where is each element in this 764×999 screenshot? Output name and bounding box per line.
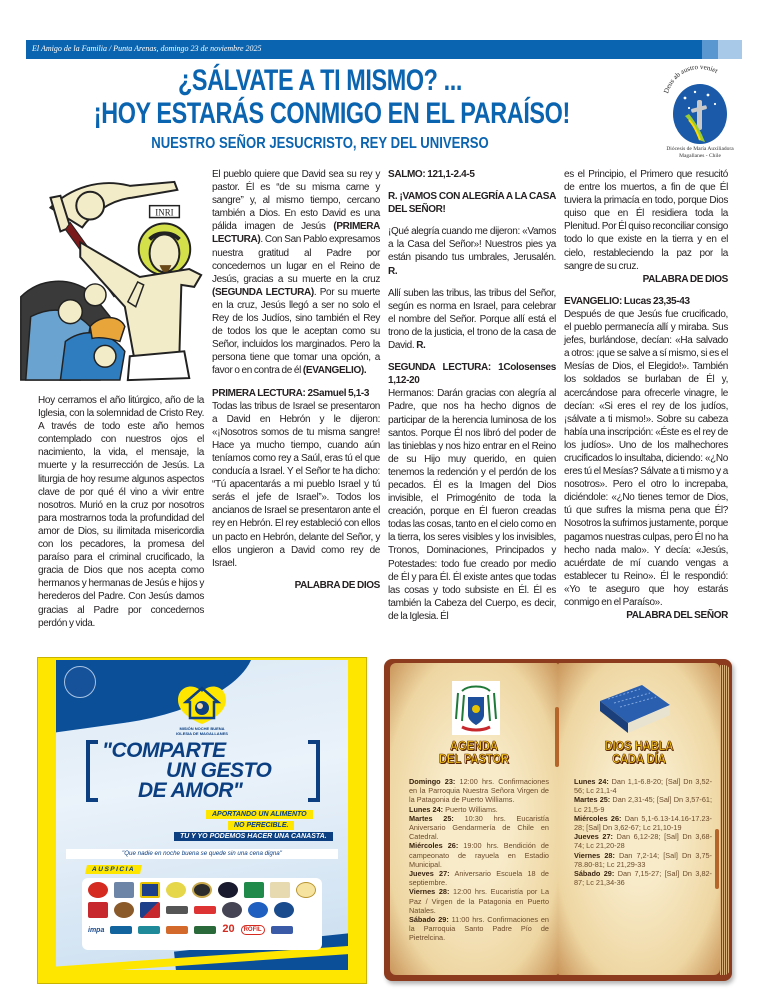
- reading-day: Miércoles 26:: [574, 813, 622, 823]
- psalm-response: R. ¡VAMOS CON ALEGRÍA A LA CASA DEL SEÑOR!: [388, 191, 556, 216]
- bishop-coat-of-arms-icon: [452, 681, 500, 735]
- agenda-book-panel: [384, 659, 744, 989]
- reading-2-closing: PALABRA DE DIOS: [642, 273, 728, 285]
- reading-day: Sábado 29:: [574, 869, 615, 879]
- sponsor-logo: [296, 882, 316, 898]
- ref-primera-lectura: (PRIMERA LECTURA): [212, 221, 380, 246]
- sponsor-logo: [218, 882, 238, 898]
- reading-refs: Dan 6,12-28; [Sal] Dn 3,68-74; Lc 21,20-28: [574, 832, 713, 851]
- reading-day: Lunes 24:: [574, 777, 609, 786]
- sponsors-label: AUSPICIA: [85, 865, 142, 874]
- right-bracket: [308, 740, 320, 802]
- ad-headline-2: UN GESTO: [166, 759, 272, 782]
- agenda-item: [409, 805, 549, 814]
- agenda-day: Jueves 27:: [409, 869, 450, 879]
- sponsor-logo: [88, 882, 108, 898]
- diocese-emblem-icon: [645, 62, 755, 146]
- agenda-text: 12:00 hrs. Confirmaciones en la Parroquia Nuestra Señora Virgen de la Patagonia de Puerto Williams.: [409, 777, 550, 805]
- diocese-emblem-small-icon: [64, 666, 96, 698]
- sponsor-logo: [138, 926, 160, 934]
- reading-1-closing: PALABRA DE DIOS: [294, 579, 380, 591]
- inri-label: INRI: [155, 207, 174, 218]
- book-page-edges: [720, 665, 730, 975]
- ref-segunda-lectura: (SEGUNDA LECTURA): [212, 286, 314, 298]
- daily-readings-list: [574, 777, 712, 887]
- sponsor-logo: [166, 906, 188, 914]
- psalm-verse-1: [388, 225, 556, 277]
- agenda-item: [409, 841, 549, 869]
- commentary-paragraph: [212, 168, 380, 378]
- agenda-item: [409, 814, 549, 842]
- ad-headline-3: DE AMOR": [138, 779, 243, 802]
- column-3: [388, 168, 556, 623]
- response-mark: R.: [416, 340, 426, 352]
- reading-1-text: Todas las tribus de Israel se presentaron a David en Hebrón y le dijeron: «¡Nosotros somos de tu misma sangre! Hace ya mucho tiempo, cuando aún teníamos como rey a Saúl, eras tú el que conducía a Israel. Y el Señor te ha dicho: “Tú apacentarás a mi pueblo Israel y tú serás el jefe de Israel”». Todos los ancianos de Israel se presentaron ante el rey en Hebrón. El rey estableció con ellos un pacto en Hebrón, delante del Señor, y ellos ungieron a David como rey de Israel.: [212, 400, 380, 569]
- headline-line-2: ¡HOY ESTARÁS CONMIGO EN EL PARAÍSO!: [93, 97, 570, 130]
- agenda-item: [409, 887, 549, 915]
- commentary-text-c: . Por su muerte en la cruz, Jesús llegó a ser no solo el Rey de los Judíos, sino también el Rey de todos los que le aceptan como su Señor, incluidos los marginados. Pero la persona tiene que tomar una opción, a favor o en contra de él: [212, 286, 380, 377]
- sponsor-logo: [222, 902, 242, 918]
- ad-tag-2: NO PERECIBLE.: [228, 821, 294, 830]
- reading-day: Jueves 27:: [574, 832, 613, 842]
- agenda-text: Puerto Williams.: [443, 804, 498, 814]
- psalm-verse-2-text: Allí suben las tribus, las tribus del Señor, según es norma en Israel, para celebrar el nombre del Señor. Porque allí está el trono de la justicia, el trono de la casa de David.: [388, 287, 556, 352]
- reading-item: [574, 869, 712, 887]
- agenda-day: Viernes 28:: [409, 887, 450, 897]
- reading-item: [574, 814, 712, 832]
- ad-headline-1: "COMPARTE: [102, 739, 226, 762]
- diocese-motto: Deus ab austro veniet: [662, 62, 720, 95]
- masthead-text: El Amigo de la Familia / Punta Arenas, domingo 23 de noviembre 2025: [32, 44, 262, 53]
- agenda-item: [409, 777, 549, 805]
- headline-line-1: ¿SÁLVATE A TI MISMO? ...: [178, 64, 462, 97]
- ad-tag-1: APORTANDO UN ALIMENTO: [206, 810, 313, 819]
- diocese-caption-2: Magallanes - Chile: [679, 153, 721, 159]
- mission-org: IGLESIA DE MAGALLANES: [176, 731, 228, 736]
- reading-refs: Dan 1,1-6.8-20; [Sal] Dn 3,52-56; Lc 21,1-4: [574, 777, 713, 796]
- ad-tag-3: TU Y YO PODEMOS HACER UNA CANASTA.: [174, 832, 333, 841]
- left-bracket: [86, 740, 98, 802]
- sponsor-logo: [270, 882, 290, 898]
- agenda-item: [409, 915, 549, 943]
- dios-habla-title: [580, 739, 699, 765]
- reading-day: Viernes 28:: [574, 850, 615, 860]
- reading-refs: Dan 7,2-14; [Sal] Dn 3,75-78.80-81; Lc 21,29-33: [574, 850, 712, 869]
- headline-subtitle: NUESTRO SEÑOR JESUCRISTO, REY DEL UNIVERSO: [151, 135, 489, 152]
- crucifixion-illustration: [10, 168, 205, 386]
- sponsor-logo: [114, 882, 134, 898]
- agenda-title-line-2: DEL PASTOR: [438, 751, 509, 766]
- reading-refs: Dan 2,31-45; [Sal] Dn 3,57-61; Lc 21,5-9: [574, 795, 712, 814]
- sponsor-impa: impa: [88, 927, 105, 934]
- sponsor-logo: [194, 926, 216, 934]
- mission-name: MISIÓN NOCHE BUENA: [179, 726, 225, 731]
- commentary-text-a: El pueblo quiere que David sea su rey y pastor. Él es “de su misma carne y sangre” y, al mismo tiempo, cercano también a Dios. En esto David es una pálida imagen de Jesús: [212, 169, 380, 233]
- agenda-text: 10:30 hrs. Eucaristía Aniversario Gendarmería de Chile en Catedral.: [409, 813, 549, 842]
- masthead-bar: [26, 40, 702, 59]
- reading-2-text: Hermanos: Darán gracias con alegría al Padre, que nos ha hecho dignos de participar de la herencia luminosa de los santos. Porque Él nos libró del poder de las tinieblas y nos hizo entrar en el Reino de su Hijo muy querido, en quien tenemos la redención y el perdón de los pecados. Él es la Imagen del Dios invisible, el Primogénito de toda la creación, porque en Él fueron creadas todas las cosas, tanto en el cielo como en la tierra, los seres visibles y los invisibles, Tronos, Dominaciones, Principados y Potestades: todo fue creado por medio de Él y para Él. Él existe antes que todas las cosas y todo subsiste en Él. Él es también la Cabeza del Cuerpo, es decir, de la Iglesia. Él: [388, 388, 556, 622]
- sponsor-logo: [140, 882, 160, 898]
- gospel-text: Después de que Jesús fue crucificado, el pueblo permanecía allí y miraba. Sus jefes, burlándose, decían: «Ha salvado a otros: ¡que se salve a sí mismo, si es el Mesías de Dios, el Elegido!». También los soldados se burlaban de Él y, acercándose para ofrecerle vinagre, le decían: «Si eres el rey de los judíos, ¡sálvate a ti mismo!». Sobre su cabeza había una inscripción: «Éste es el rey de los judíos». Uno de los malhechores crucificados lo insultaba, diciendo: «¿No eres tú el Mesías? Sálvate a ti mismo y a nosotros». Pero el otro lo increpaba, diciéndole: «¿No tienes temor de Dios, tú que sufres la misma pena que Él? Nosotros la sufrimos justamente, porque pagamos nuestras culpas, pero Él no ha hecho nada malo». Y decía: «Jesús, acuérdate de mí cuando vengas a establecer tu Reino». Él le respondió: «Yo te aseguro que hoy estarás conmigo en el Paraíso».: [564, 308, 728, 608]
- bookmark-ribbon-right: [715, 829, 719, 889]
- agenda-day: Miércoles 26:: [409, 841, 459, 851]
- intro-text: Hoy cerramos el año litúrgico, año de la Iglesia, con la solemnidad de Cristo Rey. A través de todo este año hemos contemplado con nuestros ojos el nacimiento, la vida, el mensaje, la muerte y la resurrección de Jesús. La liturgia de hoy resume algunos aspectos clave de por qué él vino a vivir entre nosotros. Murió en la cruz por nosotros para mostrarnos toda la profundidad del amor de Dios, su ilimitada misericordia con los pecadores, la promesa del paraíso para el criminal crucificado, la gracia de Dios que nos acepta como hermanos y hermanas de Jesús e hijos y herederos del Padre. Con Jesús damos gracias al Padre por concedernos perdón y vida.: [38, 395, 204, 629]
- column-4: [564, 168, 728, 622]
- agenda-day: Martes 25:: [409, 813, 454, 823]
- agenda-day: Domingo 23:: [409, 777, 456, 786]
- reading-refs: Dan 7,15-27; [Sal] Dn 3,82-87; Lc 21,34-36: [574, 869, 712, 888]
- masthead-accent-block: [702, 40, 718, 59]
- gospel-closing: PALABRA DEL SEÑOR: [626, 610, 728, 622]
- ad-quote: "Que nadie en noche buena se quede sin una cena digna": [66, 849, 338, 859]
- psalm-verse-1-text: ¡Qué alegría cuando me dijeron: «Vamos a la Casa del Señor»! Nuestros pies ya están pisando tus umbrales, Jerusalén.: [388, 226, 556, 264]
- agenda-text: 19:00 hrs. Bendición de campeonato de rayuela en Estadio Municipal.: [409, 841, 549, 869]
- sponsor-20: 20: [222, 923, 235, 935]
- agenda-list: [409, 777, 549, 943]
- diocese-logo: [645, 62, 755, 166]
- reading-item: [574, 832, 712, 850]
- reading-item: [574, 795, 712, 813]
- sponsor-logo: [140, 902, 160, 918]
- masthead-accent-block-light: [718, 40, 742, 59]
- ref-evangelio: (EVANGELIO).: [302, 365, 367, 377]
- psalm-verse-2: [388, 287, 556, 352]
- agenda-text: 11:00 hrs. Confirmaciones en la Parroquia Santo Padre Pío de Pietrelcina.: [409, 915, 549, 943]
- psalm-heading: SALMO: 121,1-2.4-5: [388, 169, 475, 180]
- reading-item: [574, 851, 712, 869]
- reading-item: [574, 777, 712, 795]
- response-mark: R.: [388, 265, 398, 277]
- sponsors-panel: [82, 878, 322, 950]
- reading-2-continued: es el Principio, el Primero que resucitó de entre los muertos, a fin de que Él tuviera la primacía en todo, porque Dios quiso que en Él residiera toda la Plenitud. Por Él quiso reconciliar consigo todo lo que existe en la tierra y en el cielo, restableciendo la paz por la sangre de su cruz.: [564, 169, 729, 272]
- sponsor-logo: [244, 882, 264, 898]
- dios-habla-title-line-2: CADA DÍA: [612, 751, 666, 766]
- bible-book-icon: [594, 683, 674, 735]
- sponsor-logo: [194, 906, 216, 914]
- sponsor-logo: [110, 926, 132, 934]
- agenda-day: Lunes 24:: [409, 804, 444, 814]
- sponsor-logo: [248, 902, 268, 918]
- reading-2-heading: SEGUNDA LECTURA: 1Colosenses 1,12-20: [388, 362, 556, 387]
- commentary-text-b: . Con San Pablo expresamos nuestra gratitud al Padre por concedernos un lugar en el Reino de Jesús, gracias a su muerte en la cruz: [212, 234, 380, 285]
- diocese-caption-1: Diócesis de María Auxiliadora: [666, 146, 734, 152]
- sponsor-logo: [114, 902, 134, 918]
- agenda-title: [415, 739, 534, 765]
- agenda-day: Sábado 29:: [409, 915, 449, 925]
- column-2: [212, 168, 380, 592]
- campaign-ad: [37, 657, 367, 984]
- reading-refs: Dan 5,1-6.13-14.16-17.23-28; [Sal] Dn 3,62-67; Lc 21,10-19: [574, 813, 712, 833]
- agenda-item: [409, 869, 549, 887]
- sponsor-logo: [88, 902, 108, 918]
- mission-house-icon: [174, 680, 230, 724]
- bookmark-ribbon: [555, 707, 559, 767]
- reading-1-heading: PRIMERA LECTURA: 2Samuel 5,1-3: [212, 387, 370, 399]
- intro-column: [38, 394, 204, 630]
- dios-habla-title-line-1: DIOS HABLA: [604, 738, 674, 753]
- agenda-text: 12:00 hrs. Eucaristía por La Paz / Virgen de la Patagonia en Puerto Natales.: [409, 887, 550, 915]
- sponsor-logo: [274, 902, 294, 918]
- agenda-text: Aniversario Escuela 18 de septiembre.: [409, 869, 549, 888]
- reading-day: Martes 25:: [574, 795, 611, 805]
- sponsor-logo: [166, 882, 186, 898]
- sponsor-logo: [166, 926, 188, 934]
- gospel-heading: EVANGELIO: Lucas 23,35-43: [564, 295, 690, 307]
- sponsor-logo: [271, 926, 293, 934]
- agenda-title-line-1: AGENDA: [450, 738, 498, 753]
- sponsor-logo: [192, 882, 212, 898]
- sponsor-rofil: ROFIL: [241, 925, 265, 935]
